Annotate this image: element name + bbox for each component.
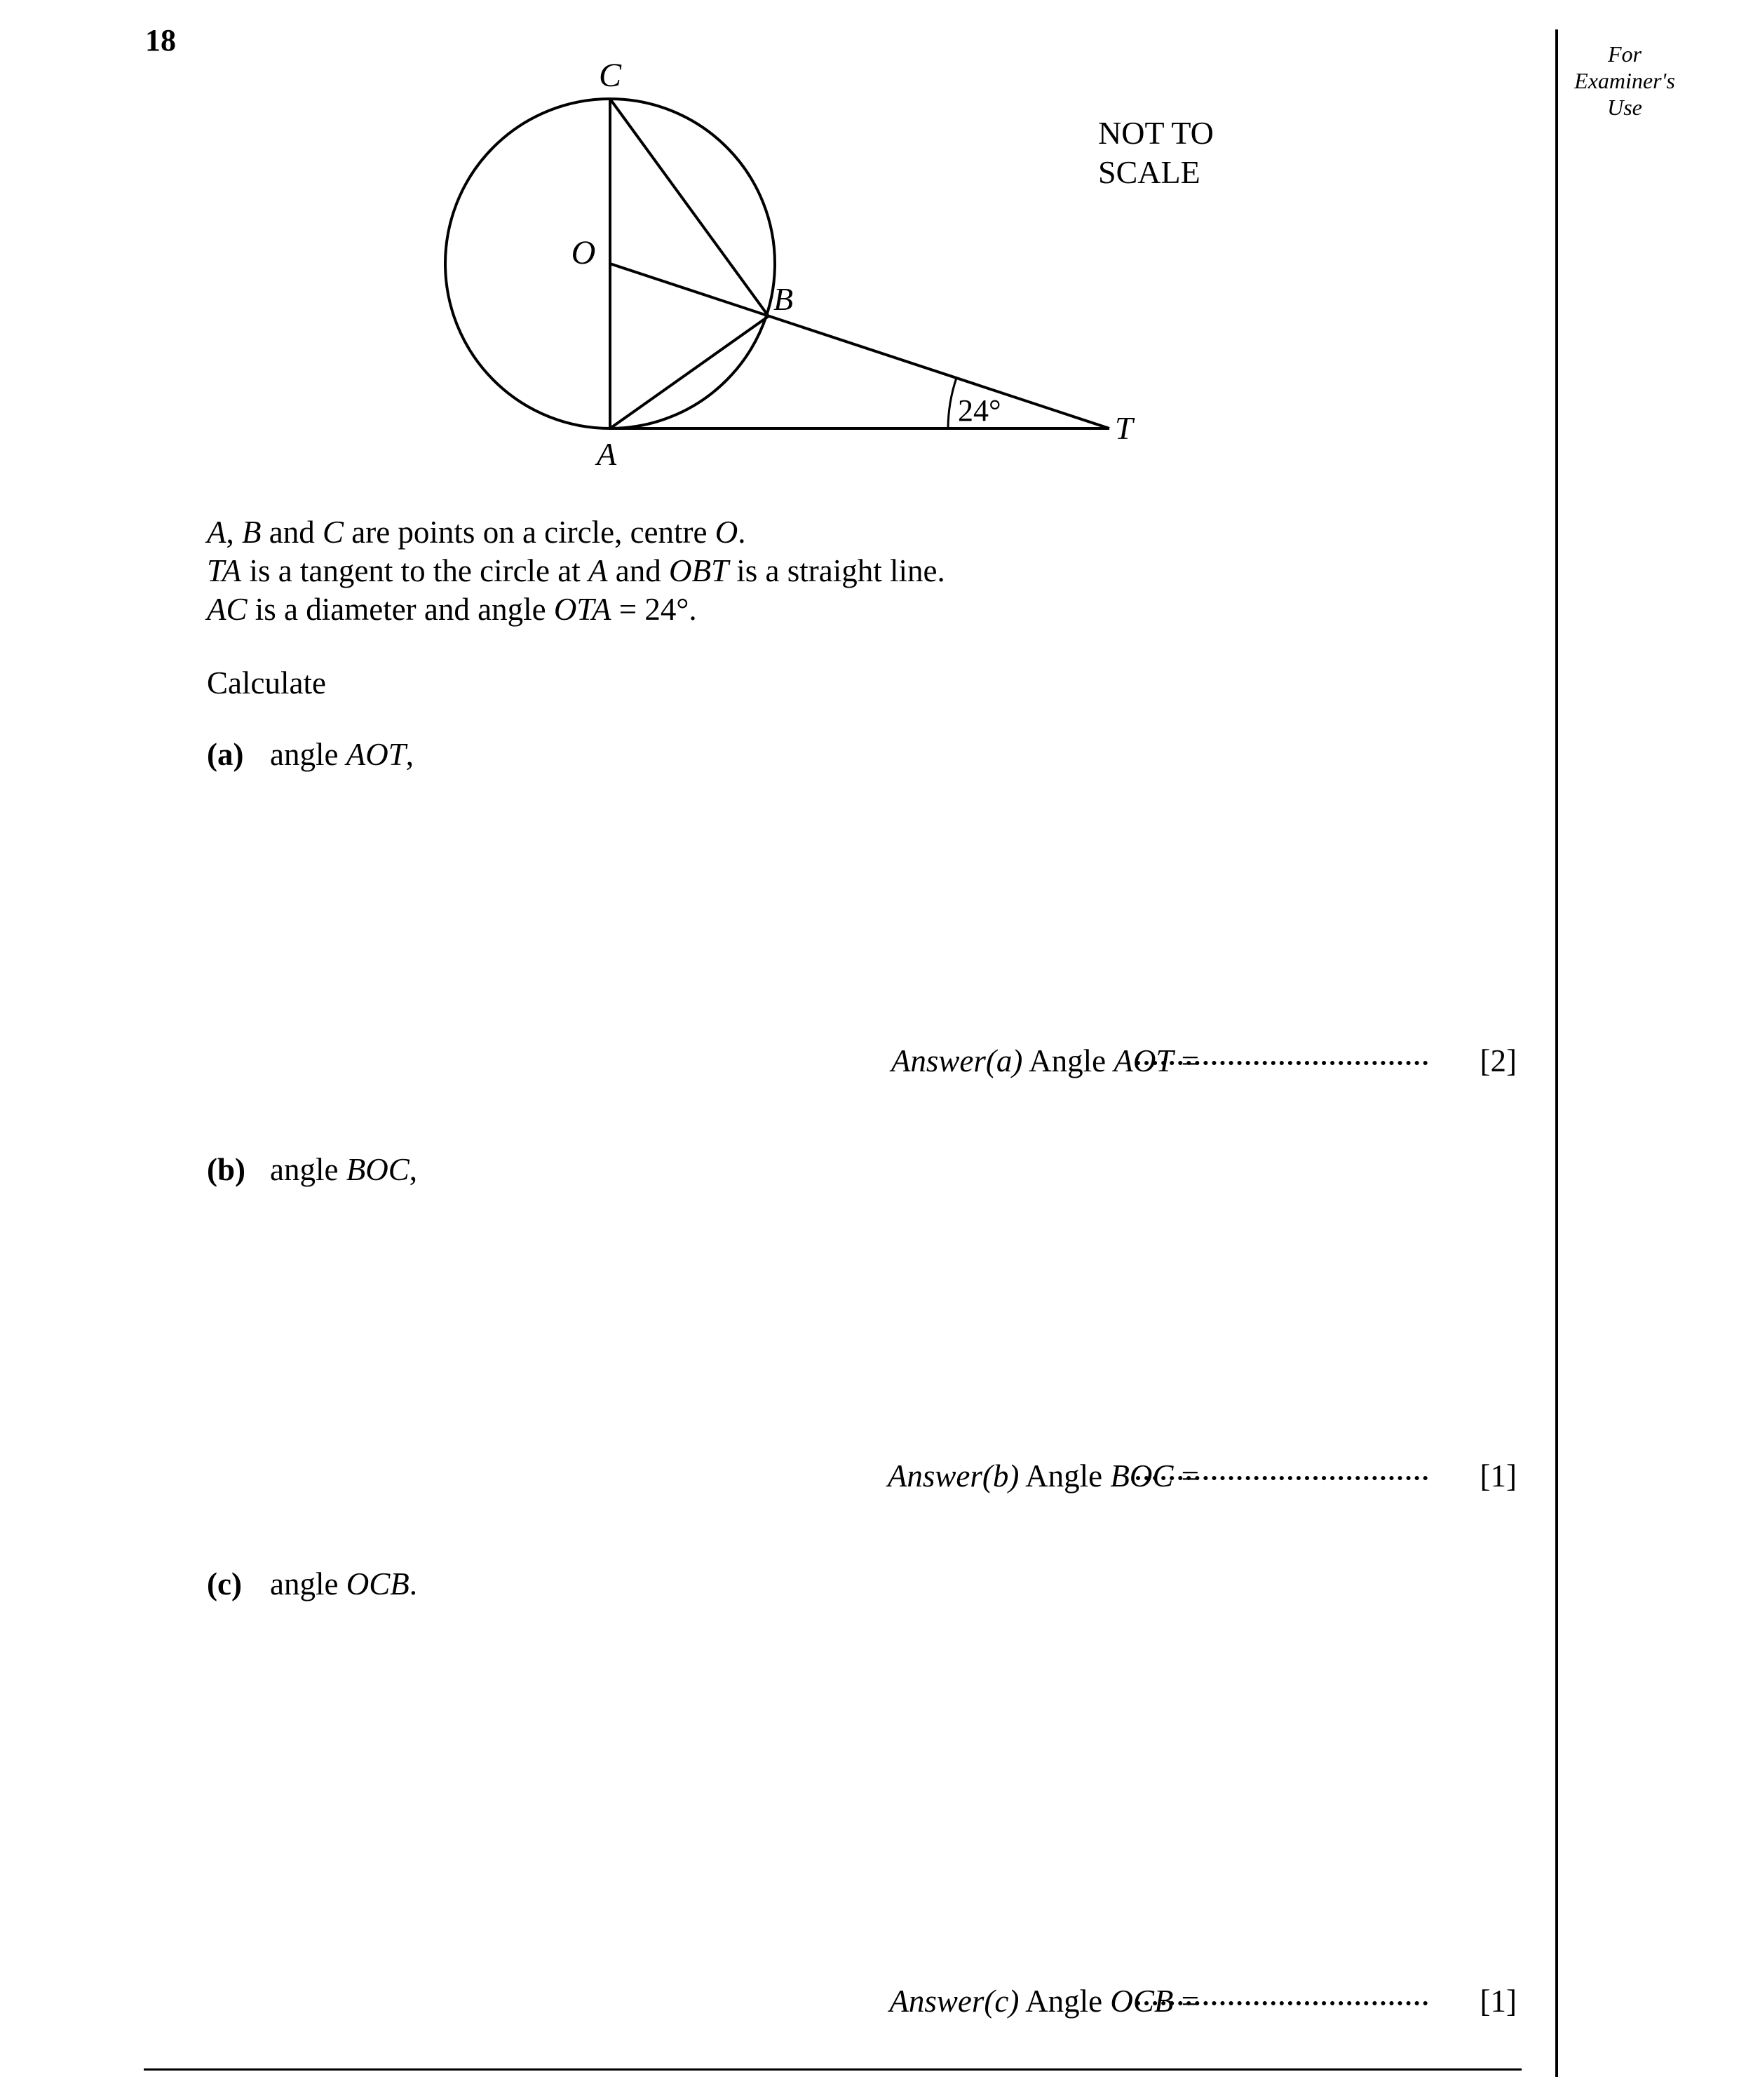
part-a [207, 736, 414, 773]
angle-arc [948, 378, 956, 428]
text-run: = [1173, 1043, 1199, 1078]
part-c [207, 1566, 417, 1602]
marks: [1] [1480, 1984, 1517, 2019]
answer-blank[interactable] [1136, 1061, 1428, 1065]
answer-blank[interactable] [1136, 1476, 1428, 1480]
label-c: C [598, 57, 622, 94]
math-symbol: OTA [553, 592, 611, 627]
answer-line-a [701, 1043, 1529, 1085]
label-a: A [596, 436, 617, 472]
text-run: Angle [1022, 1043, 1114, 1078]
instruction: Calculate [207, 665, 326, 700]
line-obt [610, 264, 1109, 428]
math-symbol: B [242, 515, 262, 550]
math-symbol: BOC [1110, 1458, 1174, 1493]
text-run: angle [270, 1152, 346, 1187]
label-o: O [571, 234, 596, 271]
text-run: is a straight line. [729, 553, 945, 588]
examiner-use-line: For [1608, 41, 1642, 67]
margin-rule [1555, 29, 1558, 2077]
text-run: is a diameter and angle [247, 592, 554, 627]
label-t: T [1115, 410, 1133, 446]
part-text [270, 737, 414, 772]
text-run: Angle [1019, 1984, 1111, 2019]
circle-tangent-diagram [393, 49, 1199, 484]
text-run: . [409, 1566, 417, 1601]
note-line: NOT TO [1098, 115, 1214, 151]
not-to-scale-note [1098, 114, 1214, 192]
text-run: , [405, 737, 414, 772]
text-run: = [1173, 1458, 1199, 1493]
examiner-use-label [1565, 41, 1684, 121]
stem-line [207, 552, 945, 590]
text-run: angle [270, 1566, 346, 1601]
marks: [2] [1480, 1043, 1517, 1078]
text-run: = 24°. [611, 592, 697, 627]
text-run: , [409, 1152, 417, 1187]
stem-line [207, 590, 945, 629]
math-symbol: OCB [1110, 1984, 1174, 2019]
part-label: (c) [207, 1566, 242, 1601]
chord-cb [610, 99, 769, 316]
math-symbol: AOT [1114, 1043, 1174, 1078]
math-symbol: Answer(c) [889, 1984, 1020, 2019]
math-symbol: O [715, 515, 738, 550]
question-stem [207, 513, 945, 629]
math-symbol: OCB [346, 1566, 410, 1601]
text-run: Angle [1019, 1458, 1111, 1493]
math-symbol: A [207, 515, 226, 550]
answer-blank[interactable] [1136, 2001, 1428, 2005]
math-symbol: Answer(b) [887, 1458, 1020, 1493]
math-symbol: OBT [668, 553, 729, 588]
stem-line [207, 513, 945, 552]
math-symbol: TA [207, 553, 242, 588]
math-symbol: AOT [346, 737, 406, 772]
note-line: SCALE [1098, 154, 1200, 190]
math-symbol: BOC [346, 1152, 410, 1187]
math-symbol: A [588, 553, 608, 588]
math-symbol: Answer(a) [891, 1043, 1023, 1078]
chord-ab [610, 316, 769, 428]
examiner-use-line: Use [1607, 95, 1642, 120]
part-text [270, 1152, 417, 1187]
text-run: , [226, 515, 242, 550]
part-text [270, 1566, 417, 1601]
part-label: (a) [207, 737, 244, 772]
label-b: B [773, 281, 794, 317]
answer-line-b [701, 1458, 1529, 1500]
math-symbol: AC [207, 592, 248, 627]
part-label: (b) [207, 1152, 245, 1187]
question-number: 18 [145, 23, 176, 57]
text-run: angle [270, 737, 346, 772]
text-run: is a tangent to the circle at [241, 553, 588, 588]
part-b [207, 1151, 417, 1188]
math-symbol: C [322, 515, 344, 550]
text-run: are points on a circle, centre [344, 515, 715, 550]
text-run: . [738, 515, 746, 550]
text-run: and [607, 553, 669, 588]
text-run: and [261, 515, 323, 550]
marks: [1] [1480, 1458, 1517, 1493]
angle-label: 24° [958, 393, 1001, 428]
examiner-use-line: Examiner's [1574, 68, 1675, 93]
answer-line-c [701, 1983, 1529, 2025]
text-run: = [1173, 1984, 1199, 2019]
bottom-rule [144, 2068, 1522, 2071]
